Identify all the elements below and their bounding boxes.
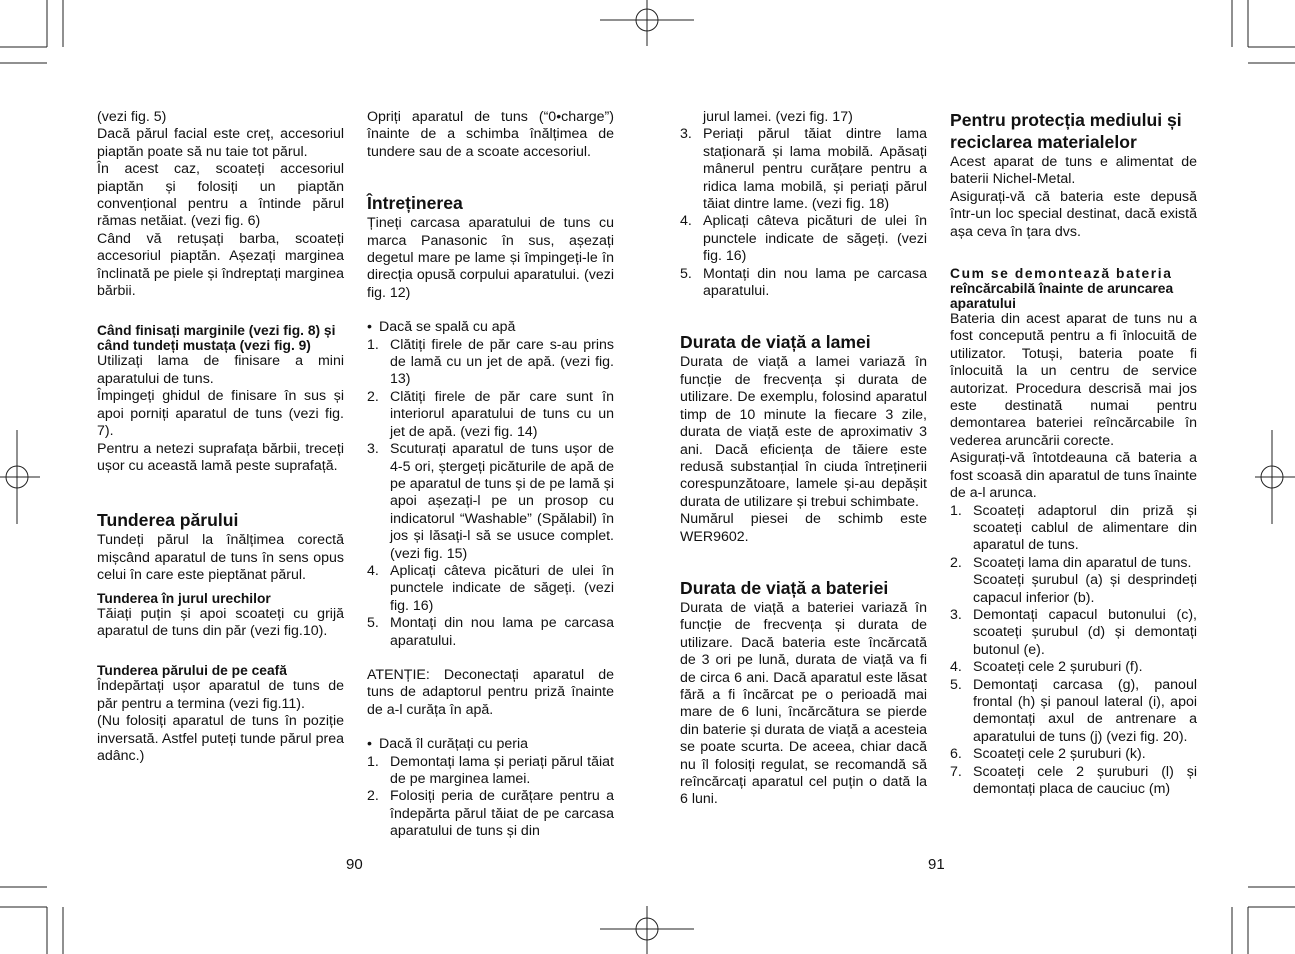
text-block: Durata de viață a lamei variază în funcție de frecvența și durata de utilizare. De exemplu, folosind aparatul timp de 10 minute la fiecare 3 zile, durata de viață este de aproximativ 3 ani. Dacă eficiența de tăiere este redusă substanțial în ciuda întreținerii corespunzătoare, lamele și-au depășit durata de utilizare și trebui schimbate. [680, 354, 927, 510]
section-heading: Pentru protecția mediului și reciclarea materialelor [950, 110, 1182, 152]
list-item: 1. Demontați lama și periați părul tăiat de pe marginea lamei. [367, 753, 614, 787]
list-item: 3. Periați părul tăiat dintre lama staționară și lama mobilă. Apăsați mânerul pentru curățare pentru a ridica lama mobilă, și periați părul tăiat dintre lame. (vezi fig. 18) [680, 126, 927, 213]
list-item: 5. Montați din nou lama pe carcasa aparatului. [367, 615, 614, 649]
subheading: Tunderea în jurul urechilor [97, 590, 271, 606]
list-item: 6. Scoateți cele 2 șuruburi (k). [950, 746, 1146, 763]
text-block: Împingeți ghidul de finisare în sus și apoi porniți aparatul de tuns (vezi fig. 7). [97, 388, 344, 440]
text-block: Tundeți părul la înălțimea corectă mișcând aparatul de tuns în sens opus celui în care este pieptănat părul. [97, 532, 344, 584]
list-item: 3. Scuturați aparatul de tuns ușor de 4-5 ori, ștergeți picăturile de apă de pe aparatul de tuns și de pe lamă și apoi așezați-l pe un prosop cu indicatorul “Washable” (Spălabil) în jos și lăsați-l să se usuce complet. (vezi fig. 15) [367, 441, 614, 562]
text-block: Țineți carcasa aparatului de tuns cu marca Panasonic în sus, așezați degetul mare pe lame și împingeți-le în direcția opusă corpului aparatului. (vezi fig. 12) [367, 215, 614, 301]
section-heading: Durata de viață a lamei [680, 332, 871, 353]
subheading: reîncărcabilă înainte de aruncarea aparatului [950, 281, 1174, 312]
list-item: 4. Scoateți cele 2 șuruburi (f). [950, 659, 1143, 676]
list-item: 4. Aplicați câteva picături de ulei în punctele indicate de săgeți. (vezi fig. 16) [680, 213, 927, 265]
list-item: Scoateți șurubul (a) și desprindeți capacul inferior (b). [973, 572, 1197, 606]
numbered-list [367, 754, 614, 841]
text-block: Dacă părul facial este creț, accesoriul piaptăn poate să nu taie tot părul. [97, 126, 344, 160]
text-block: (Nu folosiți aparatul de tuns în poziție inversată. Astfel puteți tunde părul prea adânc.) [97, 713, 344, 764]
numbered-list [680, 126, 927, 300]
numbered-list [367, 337, 614, 650]
bullet-item: • Dacă îl curățați cu peria [367, 736, 529, 753]
text-block: jurul lamei. (vezi fig. 17) [703, 109, 853, 125]
text-block: În acest caz, scoateți accesoriul piaptăn și folosiți un piaptăn convențional pentru a întinde părul rămas netăiat. (vezi fig. 6) [97, 161, 344, 230]
page-number-right: 91 [928, 856, 945, 873]
text-block: Asigurați-vă întotdeauna că bateria a fost scoasă din aparatul de tuns înainte de a-l arunca. [950, 450, 1197, 502]
text-block: Numărul piesei de schimb este WER9602. [680, 511, 927, 545]
numbered-list [950, 503, 1197, 799]
text-block: Asigurați-vă că bateria este depusă într-un loc special destinat, dacă există așa ceva în țara dvs. [950, 188, 1197, 240]
subheading: Când finisați marginile (vezi fig. 8) și când tundeți mustața (vezi fig. 9) [97, 323, 336, 354]
list-item: 1. Clătiți firele de păr care s-au prins de lamă cu un jet de apă. (vezi fig. 13) [367, 336, 614, 388]
text-block: Îndepărtați ușor aparatul de tuns de păr pentru a termina (vezi fig.11). [97, 678, 344, 712]
text-block: Bateria din acest aparat de tuns nu a fost concepută pentru a fi înlocuită de utilizator. Totuși, bateria poate fi înlocuită la un centru de service autorizat. Procedura descrisă mai jos este destinată numai pentru demontarea bateriei reîncărcabile în vederea aruncării corecte. [950, 311, 1197, 449]
text-block: Utilizați lama de finisare a mini aparatului de tuns. [97, 353, 344, 387]
list-item: 5. Montați din nou lama pe carcasa aparatului. [680, 265, 927, 300]
list-item: 2. Folosiți peria de curățare pentru a îndepărta părul tăiat de pe carcasa aparatului de tuns și din [367, 788, 614, 840]
list-item: 1. Scoateți adaptorul din priză și scoateți cablul de alimentare din aparatul de tuns. [950, 502, 1197, 554]
list-item: 3. Demontați capacul butonului (c), scoateți șurubul (d) și demontați butonul (e). [950, 606, 1197, 658]
list-item: 5. Demontați carcasa (g), panoul frontal (h) și panoul lateral (i), apoi demontați axul de antrenare a aparatului de tuns (j) (vezi fig. 20). [950, 676, 1197, 745]
text-block: Tăiați puțin și apoi scoateți cu grijă aparatul de tuns din păr (vezi fig.10). [97, 605, 344, 639]
text-block: (vezi fig. 5) [97, 109, 167, 125]
section-heading: Tunderea părului [97, 510, 239, 531]
text-block: Când vă retușați barba, scoateți accesoriul piaptăn. Așezați marginea înclinată pe piele și îndreptați marginea bărbii. [97, 230, 344, 300]
subheading: Tunderea părului de pe ceafă [97, 663, 287, 679]
warning-text: ATENȚIE: Deconectați aparatul de tuns de adaptorul pentru priză înainte de a-l curăța în apă. [367, 666, 614, 718]
section-heading: Întreținerea [367, 193, 463, 214]
column-4 [950, 109, 1197, 798]
list-item: 2. Clătiți firele de păr care sunt în interiorul aparatului de tuns cu un jet de apă. (vezi fig. 14) [367, 388, 614, 440]
list-item: 7. Scoateți cele 2 șuruburi (l) și demontați placa de cauciuc (m) [950, 763, 1197, 797]
list-item: 2. Scoateți lama din aparatul de tuns. [950, 554, 1192, 571]
bullet-item: • Dacă se spală cu apă [367, 319, 516, 336]
text-block: Durata de viață a bateriei variază în funcție de frecvența și durata de utilizare. Dacă bateria este încărcată de 3 ori pe lună, durata de viață va fi de circa 6 ani. Dacă aparatul este lăsat fără a fi încărcat pe o perioadă mai mare de 6 luni, încărcătura se pierde din baterie și durata de viață a acesteia se poate scurta. De aceea, chiar dacă nu îl folosiți regulat, se recomandă să reîncărcați aparatul cel puțin o dată la 6 luni. [680, 599, 927, 808]
text-block: Opriți aparatul de tuns (“0•charge”) înainte de a schimba înălțimea de tundere sau de a scoate accesoriul. [367, 109, 614, 160]
column-3 [680, 109, 927, 809]
list-item: 4. Aplicați câteva picături de ulei în punctele indicate de săgeți. (vezi fig. 16) [367, 562, 614, 614]
section-heading: Durata de viață a bateriei [680, 577, 889, 598]
column-1 [97, 109, 344, 765]
text-block: Pentru a netezi suprafața bărbii, treceți ușor cu această lamă peste suprafață. [97, 440, 344, 474]
page-number-left: 90 [346, 856, 363, 873]
text-block: Acest aparat de tuns e alimentat de baterii Nichel-Metal. [950, 154, 1197, 188]
subheading: Cum se demontează bateria [950, 266, 1173, 282]
column-2 [367, 109, 614, 841]
